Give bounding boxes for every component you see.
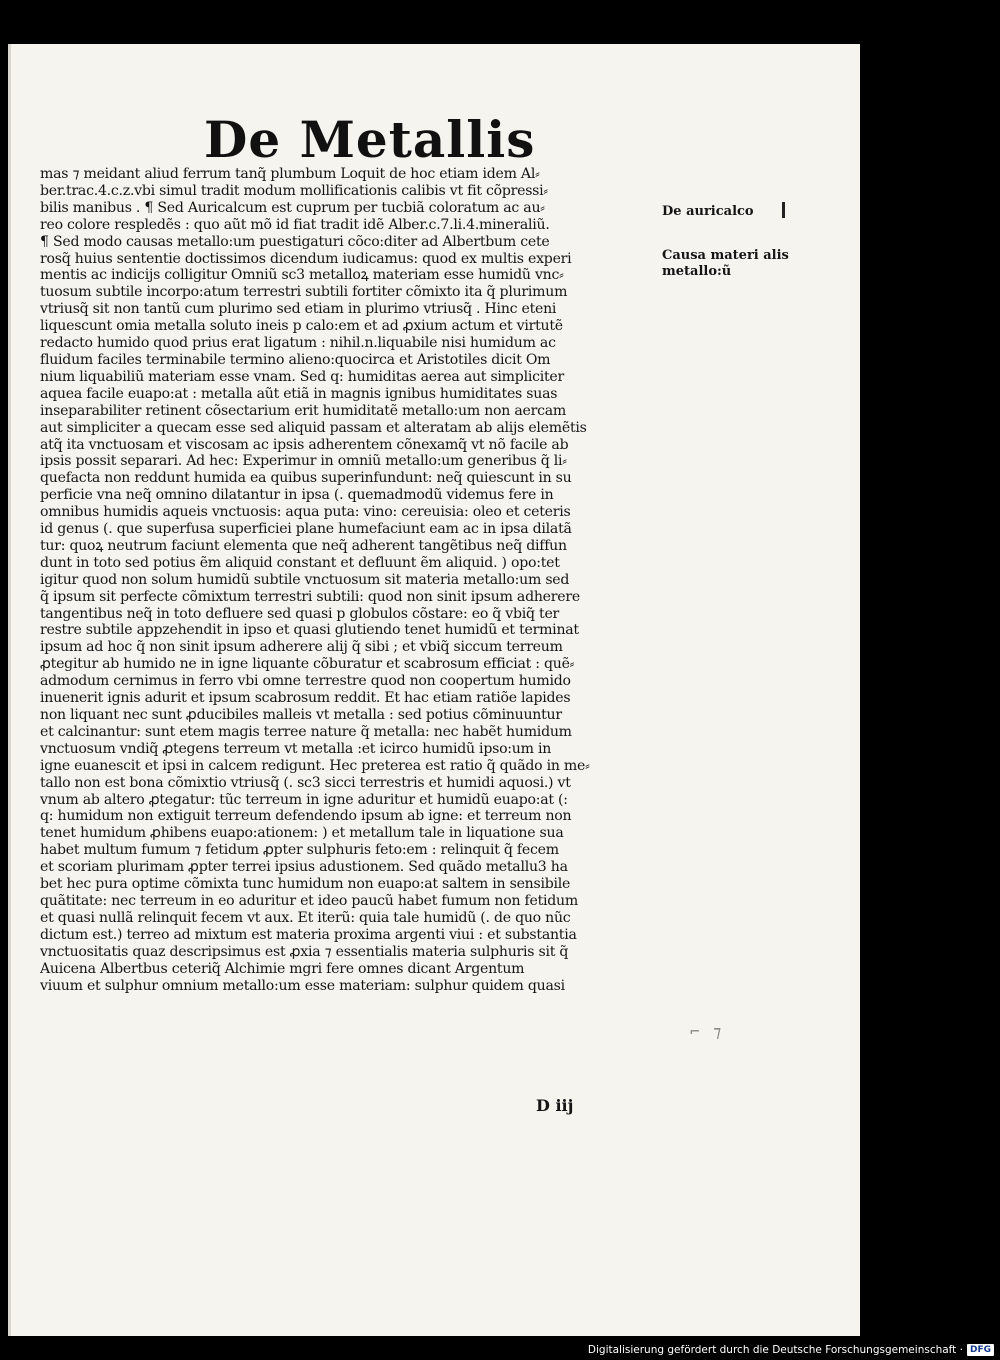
text-line: ipsum ad hoc q̃ non sinit ipsum adherere alij q̃ sibi ; et vbiq̃ siccum terreum (40, 639, 563, 656)
text-line: igitur quod non solum humidũ subtile vnctuosum sit materia metallo:um sed (40, 571, 570, 588)
signature-mark: D iij (536, 1096, 574, 1115)
funding-text: Digitalisierung gefördert durch die Deutsche Forschungsgemeinschaft · (587, 1344, 963, 1356)
text-line: aut simpliciter a quecam esse sed aliquid passam et alteratam ab alijs elemẽtis (40, 419, 587, 436)
text-line: quefacta non reddunt humida ea quibus superinfundunt: neq̃ quiescunt in su (40, 470, 572, 487)
body-text (40, 166, 638, 994)
text-line: et scoriam plurimam ꝓpter terrei ipsius adustionem. Sed quãdo metallu3 ha (40, 859, 568, 876)
text-line: aquea facile euapo:at : metalla aũt etiã in magnis ignibus humiditates suas (40, 385, 558, 402)
dfg-logo[interactable]: DFG (967, 1344, 994, 1356)
text-line: igne euanescit et ipsi in calcem redigunt. Hec preterea est ratio q̃ quãdo in me⸗ (40, 757, 590, 774)
text-line: tur: quoꝝ neutrum faciunt elementa que neq̃ adherent tangẽtibus neq̃ diffun (40, 537, 567, 554)
text-line: fluidum faciles terminabile termino alieno:quocirca et Aristotiles dicit Om (40, 351, 551, 368)
text-line: id genus (. que superfusa superficiei plane humefaciunt eam ac in ipsa dilatã (40, 521, 572, 538)
text-line: vnum ab altero ꝓtegatur: tũc terreum in igne aduritur et humidũ euapo:at (: (40, 791, 568, 808)
margin-smudge: ⌐ ⁊ (690, 1022, 724, 1041)
text-line: vnctuositatis quaz descripsimus est ꝓxia ⁊ essentialis materia sulphuris sit q̃ (40, 943, 569, 960)
text-line: et calcinantur: sunt etem magis terree nature q̃ metalla: nec habẽt humidum (40, 723, 572, 740)
text-line: ꝓtegitur ab humido ne in igne liquante cõburatur et scabrosum efficiat : quẽ⸗ (40, 656, 575, 673)
text-line: q: humidum non extiguit terreum defendendo ipsum ab igne: et terreum non (40, 808, 572, 825)
text-line: quãtitate: nec terreum in eo aduritur et ideo paucũ habet fumum non fetidum (40, 892, 578, 909)
marginal-note-auricalco: De auricalco (662, 204, 754, 219)
text-line: rosq̃ huius sententie doctissimos dicendum iudicamus: quod ex multis experi (40, 250, 572, 267)
text-line: inseparabiliter retinent cõsectarium erit humiditatẽ metallo:um non aercam (40, 402, 566, 419)
text-line: mentis ac indicijs colligitur Omniũ sc3 metalloꝝ materiam esse humidũ vnc⸗ (40, 267, 564, 284)
marginal-bracket (782, 202, 785, 218)
text-line: q̃ ipsum sit perfecte cõmixtum terrestri subtili: quod non sinit ipsum adherere (40, 588, 580, 605)
text-line: redacto humido quod prius erat ligatum : nihil.n.liquabile nisi humidum ac (40, 335, 556, 352)
text-line: tallo non est bona cõmixtio vtriusq̃ (. sc3 sicci terrestris et humidi aquosi.) vt (40, 774, 571, 791)
text-line: vtriusq̃ sit non tantũ cum plurimo sed etiam in plurimo vtriusq̃ . Hinc eteni (40, 301, 557, 318)
text-line: tenet humidum ꝓhibens euapo:ationem: ) et metallum tale in liquatione sua (40, 825, 564, 842)
text-line: restre subtile appzehendit in ipso et quasi glutiendo tenet humidũ et terminat (40, 622, 579, 639)
text-line: tangentibus neq̃ in toto defluere sed quasi p globulos cõstare: eo q̃ vbiq̃ ter (40, 605, 560, 622)
text-line: omnibus humidis aqueis vnctuosis: aqua puta: vino: cereuisia: oleo et ceteris (40, 504, 571, 521)
text-line: vnctuosum vndiq̃ ꝓtegens terreum vt metalla :et icirco humidũ ipso:um in (40, 740, 552, 757)
text-line: ber.trac.4.c.z.vbi simul tradit modum mollificationis calibis vt fit cõpressi⸗ (40, 182, 548, 199)
text-line: bilis manibus . ¶ Sed Auricalcum est cuprum per tucbiã coloratum ac au⸗ (40, 199, 545, 216)
text-line: tuosum subtile incorpo:atum terrestri subtili fortiter cõmixto ita q̃ plurimum (40, 284, 568, 301)
text-line: nium liquabiliũ materiam esse vnam. Sed q: humiditas aerea aut simpliciter (40, 368, 564, 385)
text-line: mas ⁊ meidant aliud ferrum tanq̃ plumbum Loquit de hoc etiam idem Al⸗ (40, 166, 540, 182)
text-line: dictum est.) terreo ad mixtum est materia proxima argenti viui : et substantia (40, 926, 577, 943)
marginal-note-causa: Causa materi alis metallo:ũ (662, 248, 789, 279)
text-line: inuenerit ignis adurit et ipsum scabrosum reddit. Et hac etiam ratiõe lapides (40, 690, 571, 707)
text-line: admodum cernimus in ferro vbi omne terrestre quod non coopertum humido (40, 673, 571, 690)
running-title: De Metallis (204, 110, 536, 169)
text-line: dunt in toto sed potius ẽm aliquid constant et defluunt ẽm aliquid. ) opo:tet (40, 554, 560, 571)
text-line: Auicena Albertbus ceteriq̃ Alchimie mgri fere omnes dicant Argentum (40, 960, 525, 977)
text-line: ¶ Sed modo causas metallo:um puestigaturi cõco:diter ad Albertbum cete (40, 233, 550, 250)
text-line: et quasi nullã relinquit fecem vt aux. Et iterũ: quia tale humidũ (. de quo nũc (40, 909, 571, 926)
text-line: reo colore respledẽs : quo aũt mõ id fiat tradit idẽ Alber.c.7.li.4.mineraliũ. (40, 216, 550, 233)
footer-bar (588, 1342, 1000, 1358)
text-line: atq̃ ita vnctuosam et viscosam ac ipsis adherentem cõnexamq̃ vt nõ facile ab (40, 436, 569, 453)
page-edge (8, 44, 11, 1336)
text-line: non liquant nec sunt ꝓducibiles malleis vt metalla : sed potius cõminuuntur (40, 707, 562, 723)
text-line: bet hec pura optime cõmixta tunc humidum non euapo:at saltem in sensibile (40, 876, 571, 893)
text-line: habet multum fumum ⁊ fetidum ꝓpter sulphuris feto:em : relinquit q̃ fecem (40, 842, 559, 859)
text-line: perficie vna neq̃ omnino dilatantur in ipsa (. quemadmodũ videmus fere in (40, 487, 554, 504)
text-line: liquescunt omia metalla soluto ineis p calo:em et ad ꝓxium actum et virtutẽ (40, 318, 563, 335)
text-line: ipsis possit separari. Ad hec: Experimur in omniũ metallo:um generibus q̃ li⸗ (40, 453, 567, 470)
text-line: viuum et sulphur omnium metallo:um esse materiam: sulphur quidem quasi (40, 977, 565, 994)
book-page (8, 44, 860, 1336)
